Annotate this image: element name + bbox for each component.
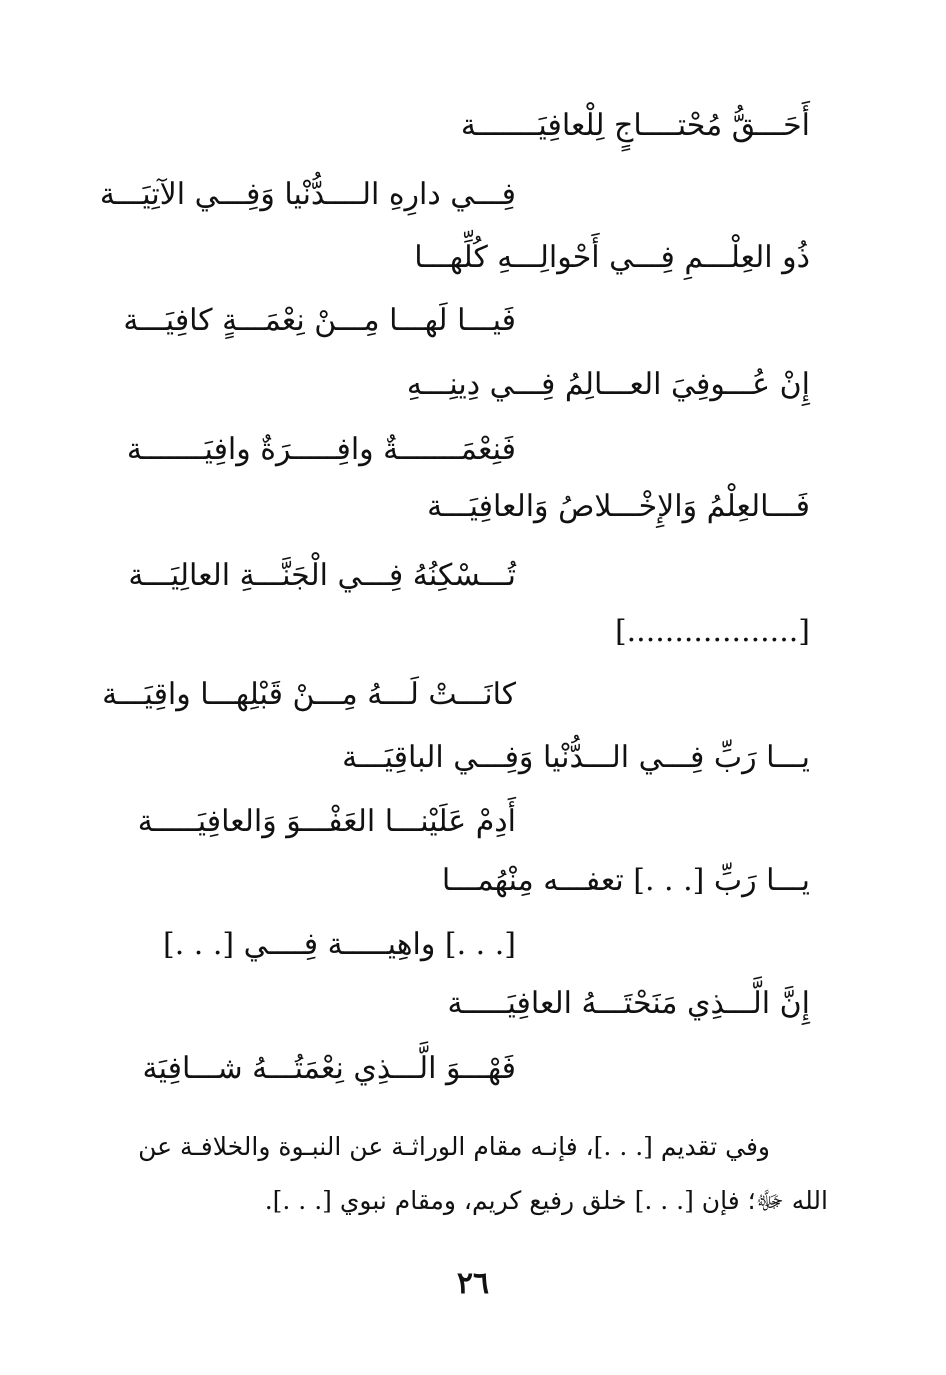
verse-line-5: إِنْ عُـــوفِيَ العـــالِمُ فِـــي دِينِـــهِ [406,367,810,402]
prose-line-1: وفي تقديم [. . .]، فإنـه مقام الوراثـة عن النبـوة والخلافـة عن [138,1132,770,1161]
verse-line-11: يـــا رَبِّ فِـــي الـــدُّنْيا وَفِـــي الباقِيَـــة [342,740,810,775]
verse-line-7: فَـــالعِلْمُ وَالإِخْـــلاصُ وَالعافِيَـــة [427,489,810,524]
verse-line-14: [. . .] واهِيـــــة فِــــي [. . .] [162,927,516,962]
verse-line-13: يـــا رَبِّ [. . .] تعفـــه مِنْهُمـــا [441,863,810,898]
verse-line-12: أَدِمْ عَلَيْنـــا العَفْـــوَ وَالعافِيَـــــة [137,804,516,839]
page-number: ٢٦ [456,1266,490,1301]
prose-paragraph [116,1120,828,1228]
verse-line-6: فَنِعْمَـــــــةٌ وافِـــــرَةٌ وافِيَـــــــة [126,432,516,467]
verse-line-9-ellipsis: [..................] [614,614,810,649]
verse-line-1: أَحَـــقُّ مُحْتــــاجٍ لِلْعافِيَـــــــة [460,108,810,143]
verse-line-16: فَهْـــوَ الَّـــذِي نِعْمَتُـــهُ شـــافِيَة [142,1051,516,1086]
verse-line-10: كانَـــتْ لَـــهُ مِـــنْ قَبْلِهـــا واقِيَـــة [102,677,516,712]
prose-line-2: الله ﷻ؛ فإن [. . .] خلق رفيع كريم، ومقام نبوي [. . .]. [264,1186,828,1215]
verse-line-2: فِـــي دارِهِ الــــدُّنْيا وَفِـــي الآتِيَـــة [99,177,516,212]
verse-line-3: ذُو العِلْـــمِ فِـــي أَحْوالِـــهِ كُلِّهـــا [414,240,810,275]
verse-line-15: إِنَّ الَّـــذِي مَنَحْتَـــهُ العافِيَـــــة [447,986,810,1021]
verse-line-4: فَيـــا لَهـــا مِـــنْ نِعْمَـــةٍ كافِيَـــة [123,303,516,338]
verse-line-8: تُـــسْكِنُهُ فِـــي الْجَنَّـــةِ العالِيَـــة [128,558,516,593]
